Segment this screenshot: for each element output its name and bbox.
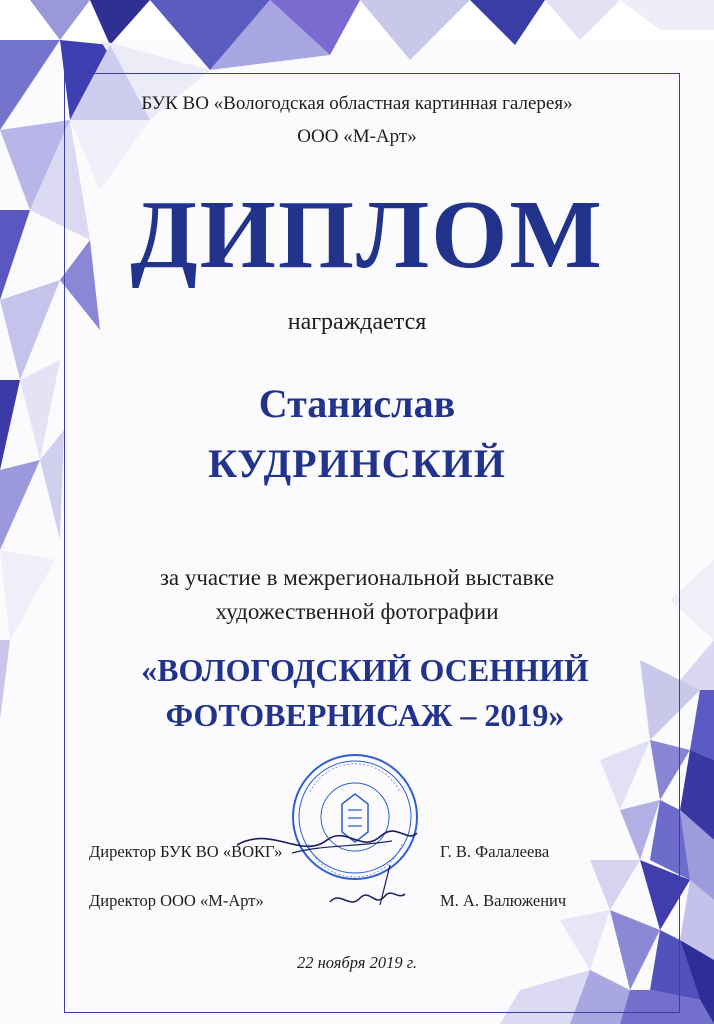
signature-position-2: Директор ООО «М-Арт»	[89, 891, 264, 910]
recipient-first-name: Станислав	[258, 381, 456, 426]
reason-line-2: художественной фотографии	[215, 599, 499, 624]
recipient-last-name: КУДРИНСКИЙ	[208, 441, 506, 486]
signature-name-1: Г. В. Фалалеева	[440, 842, 550, 861]
signature-position-1: Директор БУК ВО «ВОКГ»	[89, 842, 283, 861]
signature-name-2: М. А. Валюженич	[440, 891, 567, 910]
diploma-title: ДИПЛОМ	[130, 181, 604, 289]
organization-line-1: БУК ВО «Вологодская областная картинная галерея»	[141, 93, 573, 114]
organization-line-2: ООО «М-Арт»	[297, 126, 417, 147]
signature-valyuzhenich	[320, 860, 410, 920]
awarded-text: награждается	[287, 309, 427, 335]
event-title-line-1: «ВОЛОГОДСКИЙ ОСЕННИЙ	[141, 652, 589, 688]
issue-date: 22 ноября 2019 г.	[296, 953, 418, 972]
event-title-line-2: ФОТОВЕРНИСАЖ – 2019»	[165, 697, 565, 733]
reason-line-1: за участие в межрегиональной выставке	[159, 565, 555, 590]
